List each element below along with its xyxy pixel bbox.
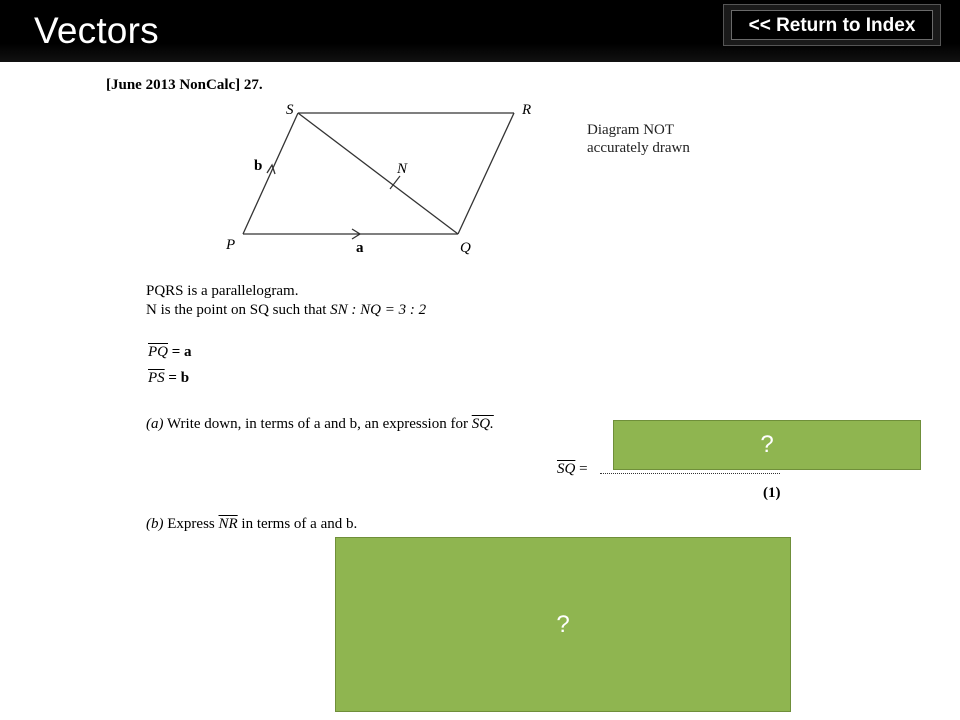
point-n-label: N (397, 161, 408, 177)
vector-ps-definition (148, 370, 189, 387)
vertex-r-label: R (522, 102, 532, 118)
vertex-s-label: S (286, 102, 294, 118)
question-header: [June 2013 NonCalc] 27. (106, 77, 263, 93)
part-a-question (146, 416, 494, 433)
part-b-label: (b) (146, 516, 164, 532)
side-qr (458, 113, 514, 234)
answer-a-reveal-box[interactable]: ? (613, 420, 921, 470)
part-b-prefix: Express (167, 516, 215, 532)
page-title: Vectors (34, 10, 159, 51)
note-line-1: Diagram NOT (587, 122, 675, 138)
answer-a-line (557, 461, 588, 478)
part-a-label: (a) (146, 416, 164, 432)
answer-b-reveal-box[interactable]: ? (335, 537, 791, 712)
statement-parallelogram: PQRS is a parallelogram. (146, 283, 299, 299)
answer-a-vector: $\overline{SQ}$ (557, 461, 576, 477)
vertex-p-label: P (226, 237, 236, 253)
vector-ps: $\overline{PS}$ (148, 370, 165, 386)
statement-point-n-prefix: N is the point on SQ such that (146, 302, 327, 318)
part-a-marks: (1) (763, 485, 781, 501)
part-b-question (146, 516, 357, 533)
vector-ps-value: = b (168, 370, 190, 386)
statement-point-n (146, 302, 426, 319)
diagonal-sq (298, 113, 458, 234)
vector-a-label: a (356, 240, 364, 256)
return-to-index-label[interactable]: << Return to Index (731, 10, 933, 40)
part-a-vector: SQ. (471, 416, 494, 432)
part-a-text: Write down, in terms of a and b, an expression for (166, 416, 468, 432)
answer-a-equals: = (579, 461, 588, 477)
vector-pq-definition (148, 344, 192, 361)
part-b-suffix: in terms of a and b. (241, 516, 358, 532)
vector-pq-value: = a (171, 344, 192, 360)
vector-b-label: b (254, 158, 263, 174)
part-b-vector: $\overline{NR}$ (218, 516, 238, 532)
note-line-2: accurately drawn (587, 140, 690, 156)
vector-pq: $\overline{PQ}$ (148, 344, 168, 360)
vertex-q-label: Q (460, 240, 471, 256)
side-sp (243, 113, 298, 234)
statement-ratio: SN : NQ = 3 : 2 (330, 302, 427, 318)
diagram-note (587, 121, 690, 157)
